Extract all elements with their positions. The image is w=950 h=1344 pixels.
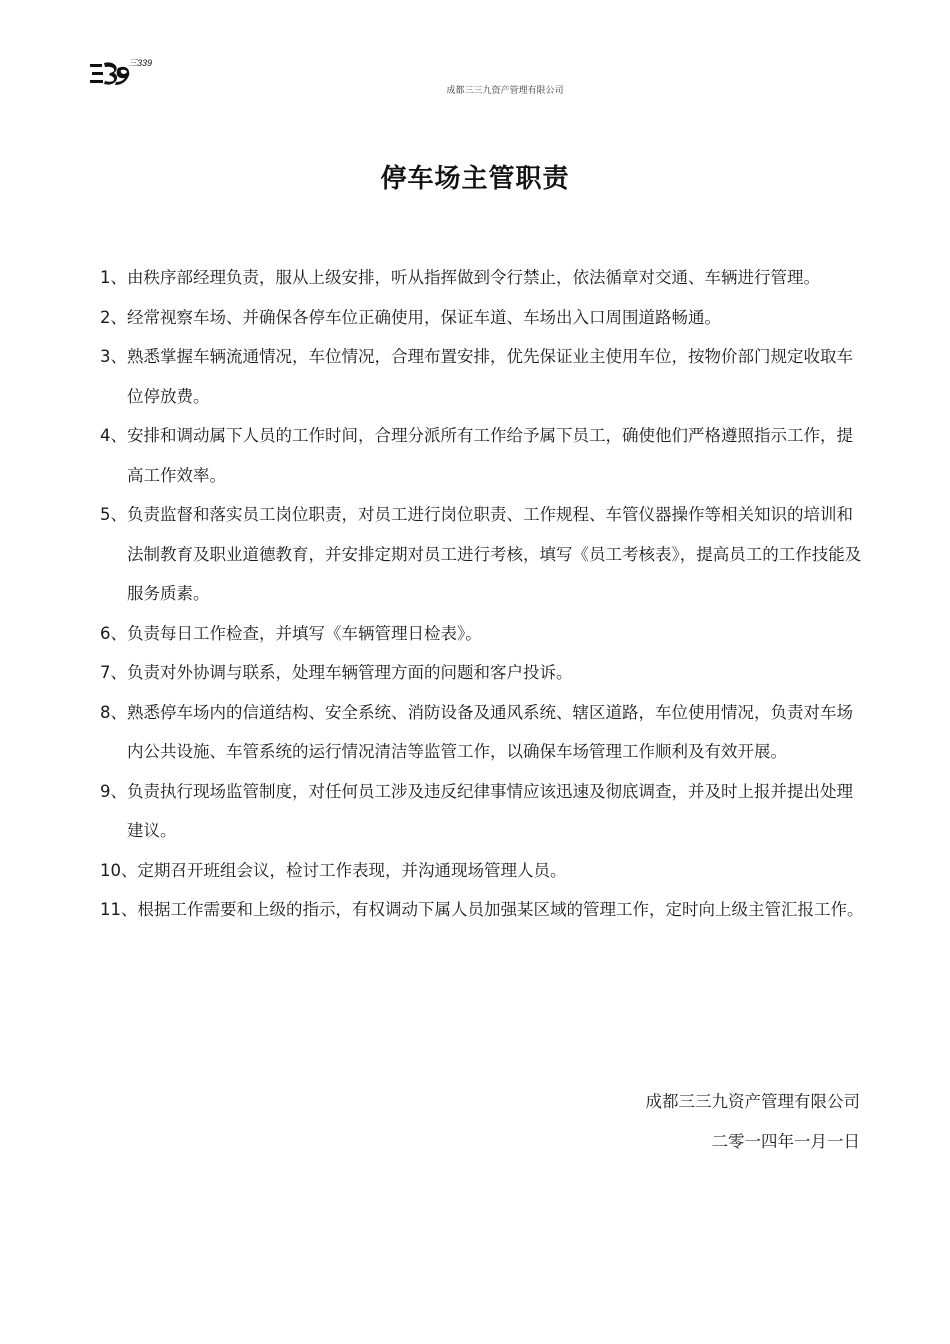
duty-item: 4、 安排和调动属下人员的工作时间，合理分派所有工作给予属下员工，确使他们严格遵照指示工作，提高工作效率。 [100, 426, 853, 485]
duty-item: 10、 定期召开班组会议，检讨工作表现，并沟通现场管理人员。 [100, 860, 567, 880]
duty-item: 11、 根据工作需要和上级的指示，有权调动下属人员加强某区域的管理工作，定时向上级主管汇报工作。 [100, 900, 864, 919]
duty-item: 7、 负责对外协调与联系，处理车辆管理方面的问题和客户投诉。 [100, 663, 573, 682]
logo-mark-text: 三339 [128, 58, 153, 68]
signature-date: 二零一四年一月一日 [711, 1132, 860, 1151]
duty-item: 5、 负责监督和落实员工岗位职责，对员工进行岗位职责、工作规程、车管仪器操作等相关知识的培训和法制教育及职业道德教育，并安排定期对员工进行考核，填写《员工考核表》，提高员工的工作技能及服务质素。 [100, 505, 862, 603]
duty-item: 1、 由秩序部经理负责，服从上级安排，听从指挥做到令行禁止，依法循章对交通、车辆进行管理。 [100, 268, 820, 287]
duty-item: 2、 经常视察车场、并确保各停车位正确使用，保证车道、车场出入口周围道路畅通。 [100, 307, 721, 327]
page-title: 停车场主管职责 [380, 164, 570, 194]
duty-item: 9、 负责执行现场监管制度，对任何员工涉及违反纪律事情应该迅速及彻底调查，并及时上报并提出处理建议。 [100, 781, 853, 840]
duty-item: 3、 熟悉掌握车辆流通情况，车位情况，合理布置安排，优先保证业主使用车位，按物价部门规定收取车位停放费。 [100, 347, 853, 406]
duty-list [100, 258, 865, 930]
signature-company: 成都三三九资产管理有限公司 [645, 1092, 860, 1111]
header-company-name: 成都三三九资产管理有限公司 [446, 86, 564, 96]
duty-item: 8、 熟悉停车场内的信道结构、安全系统、消防设备及通风系统、辖区道路，车位使用情况，负责对车场内公共设施、车管系统的运行情况清洁等监管工作，以确保车场管理工作顺利及有效开展。 [100, 702, 853, 761]
duty-item: 6、 负责每日工作检查，并填写《车辆管理日检表》。 [100, 623, 482, 643]
